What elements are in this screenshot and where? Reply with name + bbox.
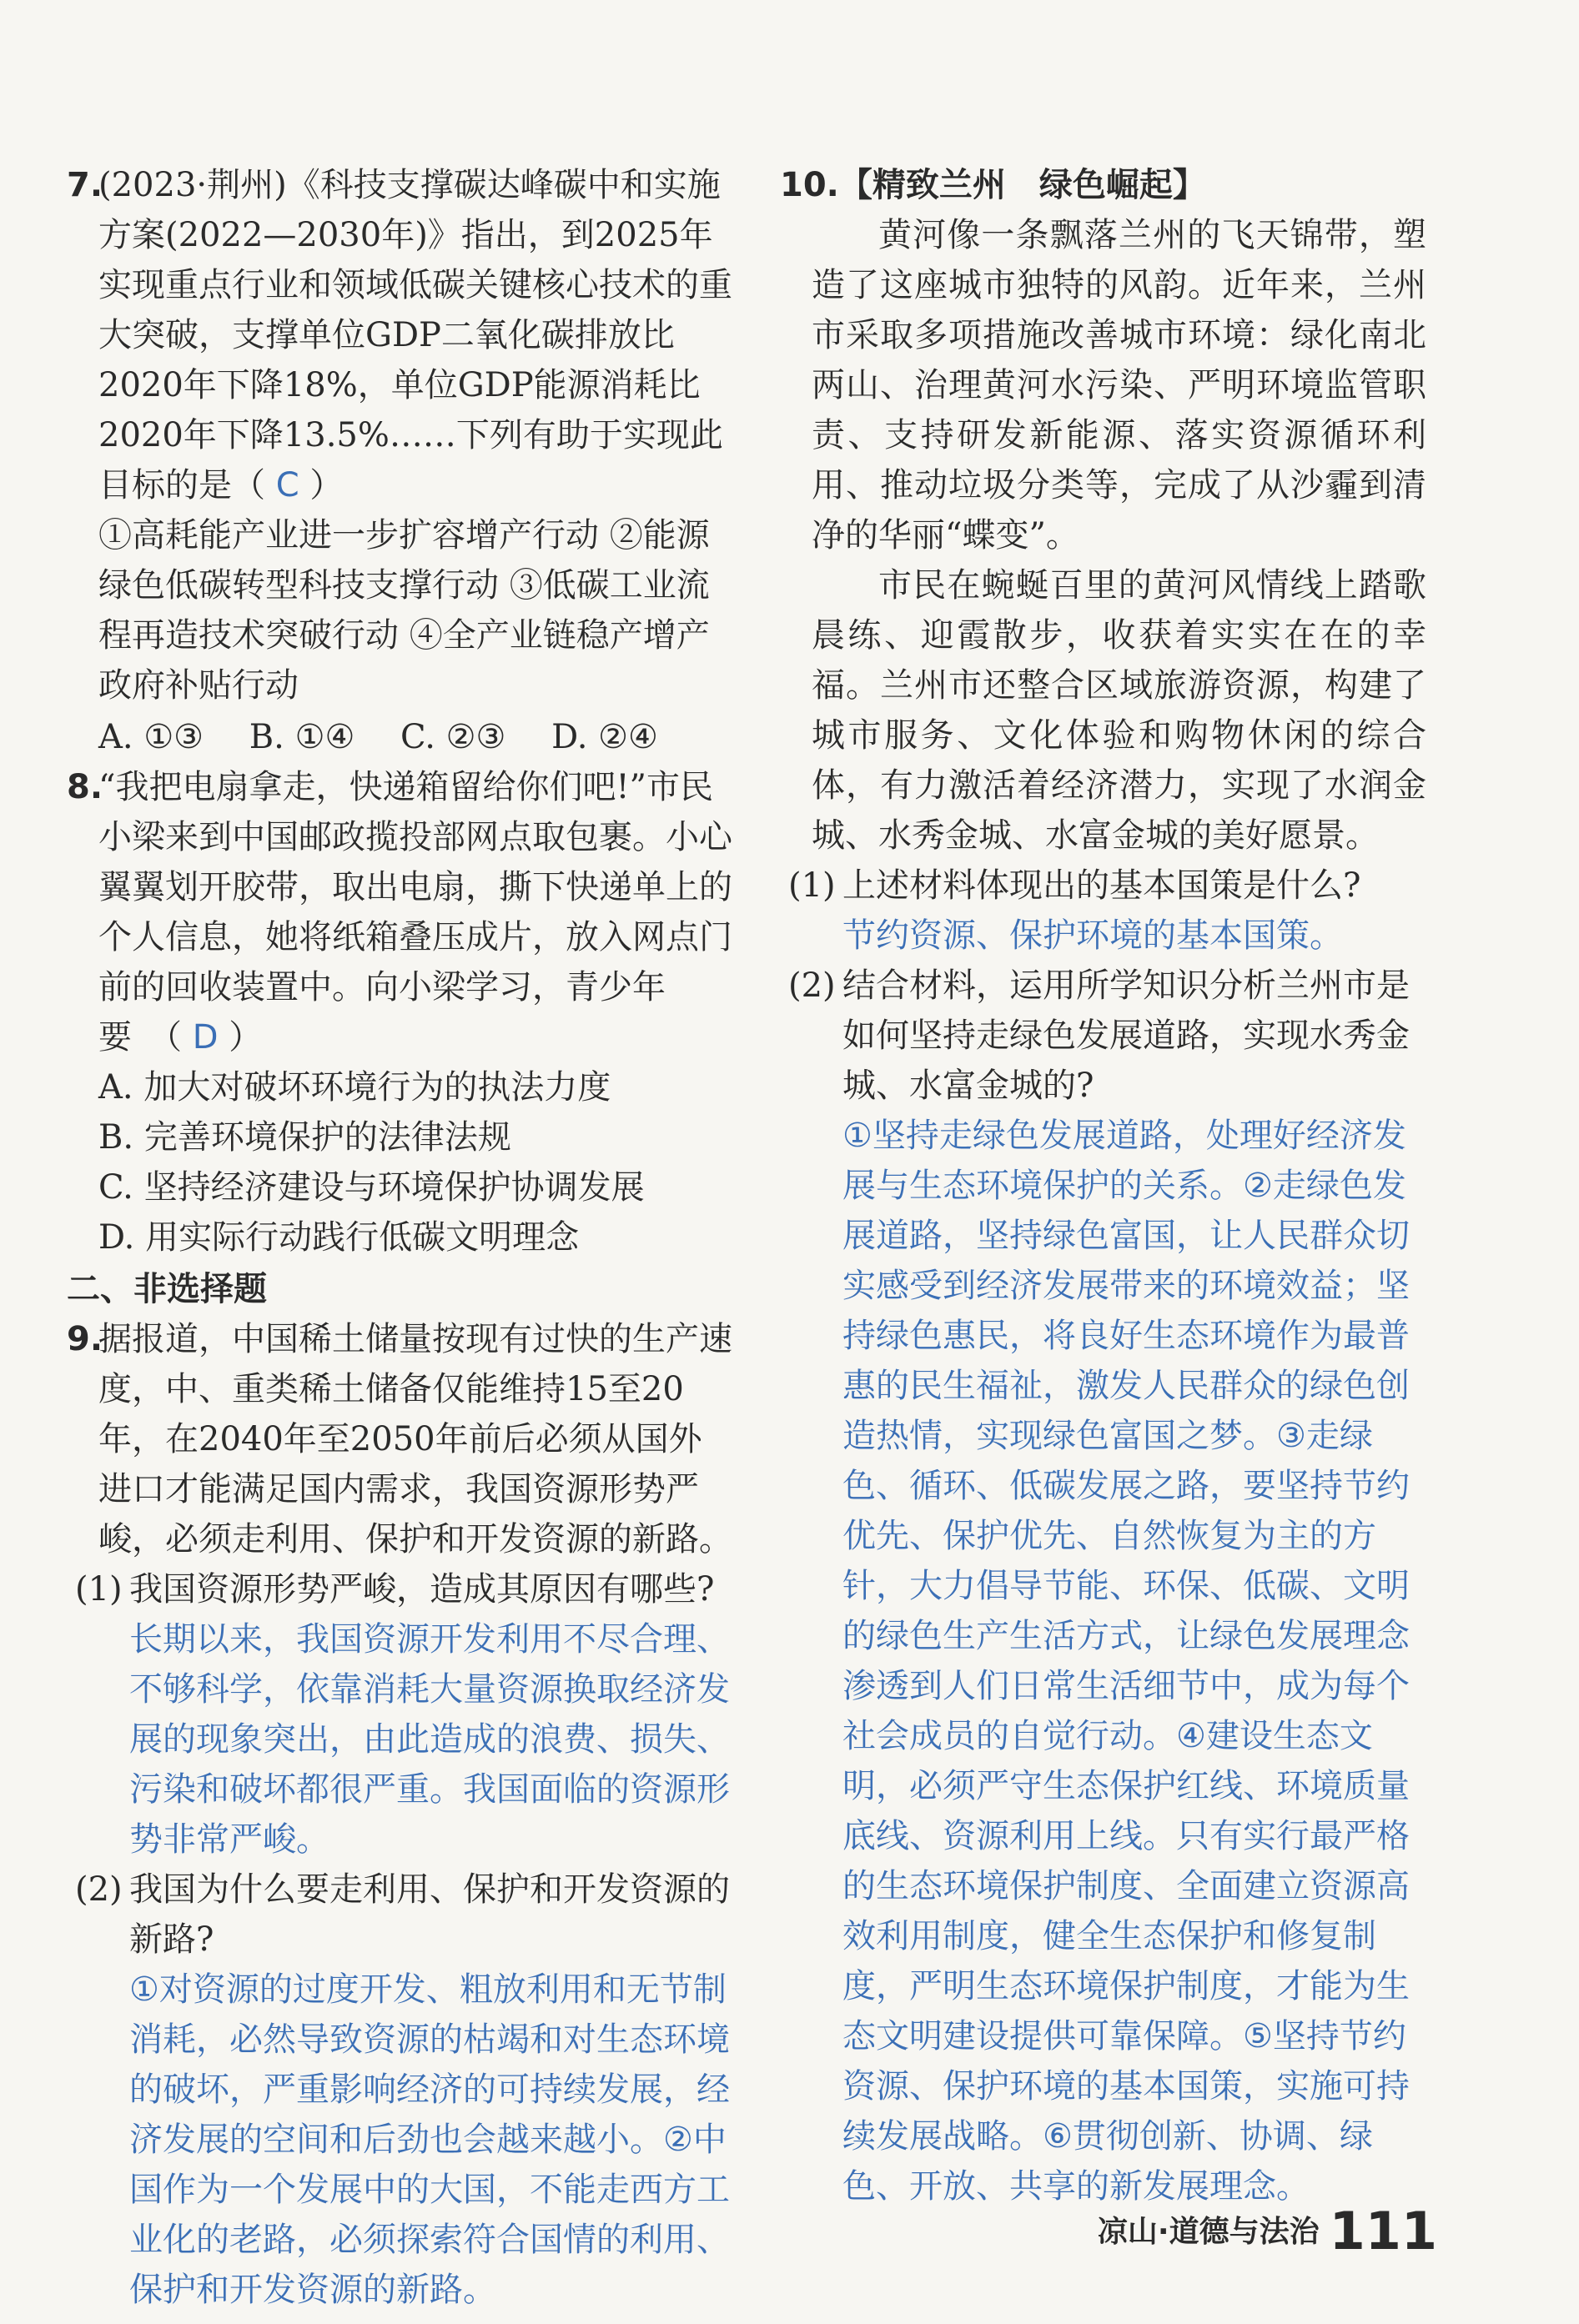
sub-question-text: 上述材料体现出的基本国策是什么? <box>842 866 1361 905</box>
sub-question-text: 我国资源形势严峻，造成其原因有哪些? <box>129 1570 715 1609</box>
answer-bracket: （ C ） <box>232 466 344 504</box>
page-number: 111 <box>1329 2201 1437 2261</box>
question-stem: “我把电扇拿走，快递箱留给你们吧!”市民小梁来到中国邮政揽投部网点取包裹。小心翼翼划开胶带，取出电扇，撕下快递单上的个人信息，她将纸箱叠压成片，放入网点门前的回收装置中。向小梁学习，青少年要 <box>98 768 732 1057</box>
handwritten-answer: 节约资源、保护环境的基本国策。 <box>842 916 1343 955</box>
section-heading: 二、非选择题 <box>67 1270 267 1308</box>
material-title: 【精致兰州 绿色崛起】 <box>838 166 1206 204</box>
sub-question-number: (1) <box>788 866 836 905</box>
statement-options: ①高耗能产业进一步扩容增产行动 ②能源绿色低碳转型科技支撑行动 ③低碳工业流程再造技术突破行动 ④全产业链稳产增产政府补贴行动 <box>98 516 710 705</box>
handwritten-answer: D <box>192 1018 219 1057</box>
choice-b: B. 完善环境保护的法律法规 <box>98 1118 511 1157</box>
choice-c: C. 坚持经济建设与环境保护协调发展 <box>98 1168 645 1207</box>
right-column <box>780 160 1426 2211</box>
question-8 <box>67 762 734 1262</box>
question-number: 8. <box>67 768 103 806</box>
handwritten-answer: ①坚持走绿色发展道路，处理好经济发展与生态环境保护的关系。②走绿色发展道路，坚持绿色富国，让人民群众切实感受到经济发展带来的环境效益；坚持绿色惠民，将良好生态环境作为最普惠的民生福祉，激发人民群众的绿色创造热情，实现绿色富国之梦。③走绿色、循环、低碳发展之路，要坚持节约优先、保护优先、自然恢复为主的方针，大力倡导节能、环保、低碳、文明的绿色生产生活方式，让绿色发展理念渗透到人们日常生活细节中，成为每个社会成员的自觉行动。④建设生态文明，必须严守生态保护红线、环境质量底线、资源利用上线。只有实行最严格的生态环境保护制度、全面建立资源高效利用制度，健全生态保护和修复制度，严明生态环境保护制度，才能为生态文明建设提供可靠保障。⑤坚持节约资源、保护环境的基本国策，实施可持续发展战略。⑥贯彻创新、协调、绿色、开放、共享的新发展理念。 <box>842 1117 1410 2206</box>
question-number: 9. <box>67 1320 103 1358</box>
question-7 <box>67 160 734 762</box>
handwritten-answer: 长期以来，我国资源开发利用不尽合理、不够科学，依靠消耗大量资源换取经济发展的现象突出，由此造成的浪费、损失、污染和破坏都很严重。我国面临的资源形势非常严峻。 <box>129 1620 730 1859</box>
sub-question-number: (1) <box>75 1570 123 1609</box>
sub-question-number: (2) <box>75 1870 123 1909</box>
choice-d: D. ②④ <box>551 718 658 756</box>
sub-question-10-1 <box>780 861 1426 961</box>
choice-d: D. 用实际行动践行低碳文明理念 <box>98 1218 580 1257</box>
question-number: 10. <box>780 166 839 204</box>
choice-a: A. ①③ <box>98 718 204 756</box>
question-number: 7. <box>67 166 103 204</box>
question-material: 据报道，中国稀土储量按现有过快的生产速度，中、重类稀土储备仅能维持15至20年，在2040年至2050年前后必须从国外进口才能满足国内需求，我国资源形势严峻，必须走利用、保护和开发资源的新路。 <box>98 1320 732 1559</box>
material-paragraph-1: 黄河像一条飘落兰州的飞天锦带，塑造了这座城市独特的风韵。近年来，兰州市采取多项措施改善城市环境：绿化南北两山、治理黄河水污染、严明环境监管职责、支持研发新能源、落实资源循环利用、推动垃圾分类等，完成了从沙霾到清净的华丽“蝶变”。 <box>812 216 1426 555</box>
sub-question-10-2 <box>780 961 1426 2211</box>
handwritten-answer: C <box>275 466 299 504</box>
sub-question-number: (2) <box>788 966 836 1005</box>
sub-question-9-1 <box>67 1564 734 1865</box>
series-label: 凉山·道德与法治 <box>1097 2215 1320 2249</box>
question-stem: (2023·荆州)《科技支撑碳达峰碳中和实施方案(2022—2030年)》指出，到2025年实现重点行业和领域低碳关键核心技术的重大突破，支撑单位GDP二氧化碳排放比2020年下降18%，单位GDP能源消耗比2020年下降13.5%……下列有助于实现此目标的是 <box>98 166 732 504</box>
page-footer <box>1097 2201 1437 2261</box>
question-9 <box>67 1314 734 1564</box>
choice-a: A. 加大对破坏环境行为的执法力度 <box>98 1068 611 1107</box>
question-10 <box>780 160 1426 210</box>
choice-c: C. ②③ <box>400 718 506 756</box>
answer-bracket: （ D ） <box>132 1018 263 1057</box>
sub-question-text: 我国为什么要走利用、保护和开发资源的新路? <box>129 1870 730 1959</box>
choice-row <box>98 712 734 762</box>
choice-list <box>98 1062 734 1262</box>
sub-question-text: 结合材料，运用所学知识分析兰州市是如何坚持走绿色发展道路，实现水秀金城、水富金城的? <box>842 966 1410 1105</box>
handwritten-answer: ①对资源的过度开发、粗放利用和无节制消耗，必然导致资源的枯竭和对生态环境的破坏，严重影响经济的可持续发展，经济发展的空间和后劲也会越来越小。②中国作为一个发展中的大国，不能走西方工业化的老路，必须探索符合国情的利用、保护和开发资源的新路。 <box>129 1970 730 2309</box>
choice-b: B. ①④ <box>249 718 355 756</box>
material-paragraph-2: 市民在蜿蜒百里的黄河风情线上踏歌晨练、迎霞散步，收获着实实在在的幸福。兰州市还整合区域旅游资源，构建了城市服务、文化体验和购物休闲的综合体，有力激活着经济潜力，实现了水润金城、水秀金城、水富金城的美好愿景。 <box>812 566 1426 855</box>
left-column <box>67 160 734 2315</box>
sub-question-9-2 <box>67 1865 734 2315</box>
